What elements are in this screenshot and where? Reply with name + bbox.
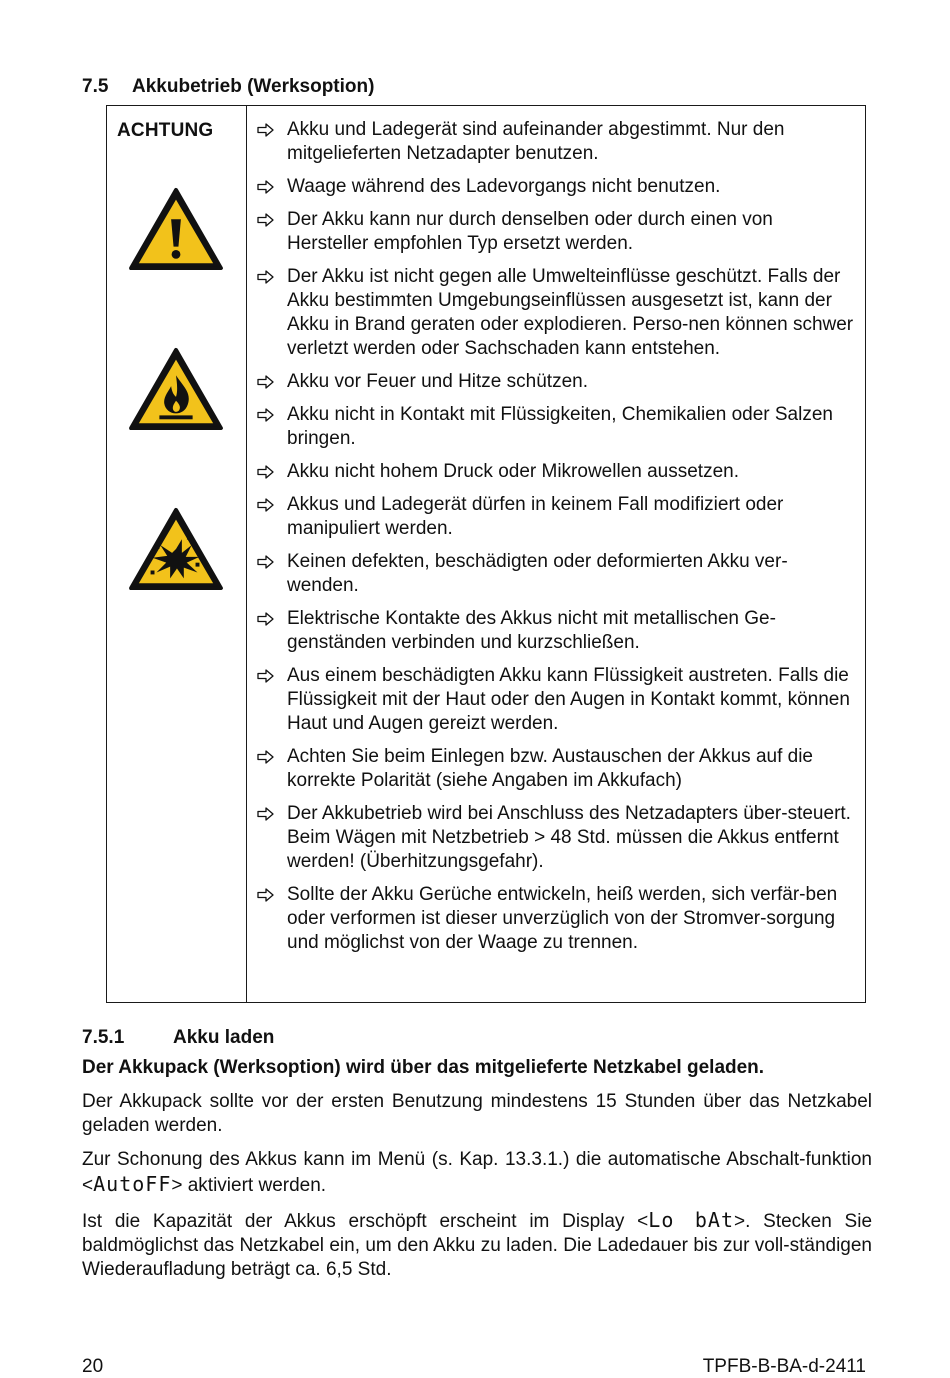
page-number: 20 <box>82 1356 104 1377</box>
arrow-right-icon <box>257 180 275 194</box>
warning-item-text: Der Akku ist nicht gegen alle Umwelteinflüsse geschützt. Falls der Akku bestimmten Umgebungseinflüssen ausgesetzt ist, kann der Akku in Brand geraten oder explodieren. Perso-nen können schwer verletzt werden oder Sachschaden kann entstehen. <box>287 266 854 359</box>
paragraph-low-battery <box>82 1208 872 1282</box>
arrow-right-icon <box>257 555 275 569</box>
warning-item <box>257 745 857 793</box>
paragraph-text: >. Stecken Sie baldmöglichst das Netzkabel ein, um den Akku zu laden. Die Ladedauer bis zur voll-ständigen Wiederaufladung beträgt ca. 6,5 Std. <box>82 1211 873 1280</box>
paragraph-text: Zur Schonung des Akkus kann im Menü (s. Kap. 13.3.1.) die automatische Abschalt-funktion < <box>82 1149 872 1196</box>
arrow-right-icon <box>257 375 275 389</box>
section-title: Akkubetrieb (Werksoption) <box>132 76 375 97</box>
subsection-heading <box>82 1026 872 1050</box>
subsection-content <box>82 1026 872 1282</box>
display-code-lobat: Lo bAt <box>648 1208 735 1232</box>
warning-item <box>257 403 857 451</box>
warning-label-column <box>107 106 247 1002</box>
subsection-title: Akku laden <box>173 1027 275 1048</box>
warning-item-text: Der Akkubetrieb wird bei Anschluss des Netzadapters über-steuert. Beim Wägen mit Netzbetrieb > 48 Std. müssen die Akkus entfernt werden! (Überhitzungsgefahr). <box>287 803 851 872</box>
warning-item <box>257 265 857 361</box>
warning-item <box>257 883 857 955</box>
warning-list <box>257 118 857 964</box>
warning-item-text: Aus einem beschädigten Akku kann Flüssigkeit austreten. Falls die Flüssigkeit mit der Haut oder den Augen in Kontakt kommt, können Haut und Augen gereizt werden. <box>287 665 850 734</box>
arrow-right-icon <box>257 612 275 626</box>
arrow-right-icon <box>257 498 275 512</box>
warning-item <box>257 550 857 598</box>
paragraph-text: Ist die Kapazität der Akkus erschöpft erscheint im Display < <box>82 1211 649 1232</box>
warning-item-text: Sollte der Akku Gerüche entwickeln, heiß werden, sich verfär-ben oder verformen ist dieser unverzüglich von der Stromver-sorgung und möglichst von der Waage zu trennen. <box>287 884 838 953</box>
warning-item-text: Waage während des Ladevorgangs nicht benutzen. <box>287 176 721 197</box>
warning-item-text: Der Akku kann nur durch denselben oder durch einen von Hersteller empfohlen Typ ersetzt werden. <box>287 209 773 254</box>
arrow-right-icon <box>257 669 275 683</box>
warning-item <box>257 607 857 655</box>
warning-item-text: Akku vor Feuer und Hitze schützen. <box>287 371 588 392</box>
flammable-warning-icon <box>127 346 225 432</box>
warning-item <box>257 493 857 541</box>
subsection-number: 7.5.1 <box>82 1027 125 1048</box>
warning-item <box>257 460 857 484</box>
warning-item-text: Akkus und Ladegerät dürfen in keinem Fall modifiziert oder manipuliert werden. <box>287 494 784 539</box>
warning-item <box>257 370 857 394</box>
arrow-right-icon <box>257 465 275 479</box>
section-number: 7.5 <box>82 76 109 97</box>
arrow-right-icon <box>257 750 275 764</box>
warning-label: ACHTUNG <box>117 120 214 141</box>
warning-item <box>257 802 857 874</box>
warning-item <box>257 118 857 166</box>
warning-item-text: Achten Sie beim Einlegen bzw. Austauschen der Akkus auf die korrekte Polarität (siehe Angaben im Akkufach) <box>287 746 813 791</box>
warning-item-text: Keinen defekten, beschädigten oder deformierten Akku ver-wenden. <box>287 551 788 596</box>
section-heading <box>82 76 374 98</box>
warning-item-text: Akku und Ladegerät sind aufeinander abgestimmt. Nur den mitgelieferten Netzadapter benutzen. <box>287 119 785 164</box>
paragraph-first-charge: Der Akkupack sollte vor der ersten Benutzung mindestens 15 Stunden über das Netzkabel geladen werden. <box>82 1091 872 1136</box>
arrow-right-icon <box>257 888 275 902</box>
general-warning-icon <box>127 186 225 272</box>
paragraph-auto-off <box>82 1148 872 1198</box>
warning-item <box>257 175 857 199</box>
arrow-right-icon <box>257 408 275 422</box>
warning-item <box>257 664 857 736</box>
document-id: TPFB-B-BA-d-2411 <box>702 1356 866 1377</box>
arrow-right-icon <box>257 270 275 284</box>
warning-item-text: Akku nicht in Kontakt mit Flüssigkeiten, Chemikalien oder Salzen bringen. <box>287 404 833 449</box>
warning-item-text: Akku nicht hohem Druck oder Mikrowellen aussetzen. <box>287 461 739 482</box>
display-code-autoff: AutoFF <box>93 1172 172 1196</box>
lead-paragraph: Der Akkupack (Werksoption) wird über das mitgelieferte Netzkabel geladen. <box>82 1057 765 1078</box>
warning-box <box>106 105 866 1003</box>
paragraph-text: > aktiviert werden. <box>171 1175 327 1196</box>
arrow-right-icon <box>257 123 275 137</box>
arrow-right-icon <box>257 807 275 821</box>
explosive-warning-icon <box>127 506 225 592</box>
arrow-right-icon <box>257 213 275 227</box>
warning-item-text: Elektrische Kontakte des Akkus nicht mit metallischen Ge-genständen verbinden und kurzschließen. <box>287 608 776 653</box>
warning-item <box>257 208 857 256</box>
